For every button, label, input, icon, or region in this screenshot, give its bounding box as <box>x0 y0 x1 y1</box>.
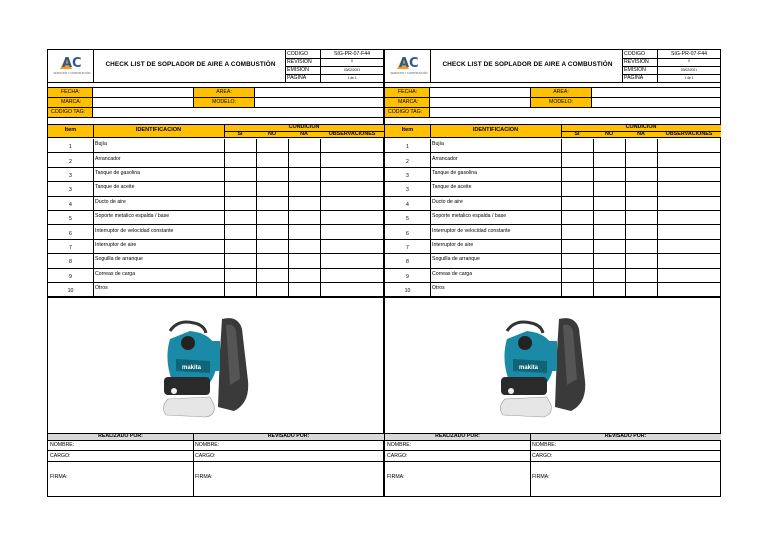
realizado-cargo-label: CARGO: <box>50 453 71 459</box>
company-logo <box>389 54 429 78</box>
svg-text:makita: makita <box>182 365 202 371</box>
row-number: 8 <box>69 259 72 266</box>
table-row <box>48 168 384 182</box>
table-row <box>385 168 721 182</box>
revisado-nombre-label: NOMBRE: <box>532 442 557 448</box>
row-na-cell[interactable] <box>626 169 656 181</box>
table-row <box>385 254 721 268</box>
row-na-cell[interactable] <box>289 241 319 253</box>
row-number: 9 <box>406 273 409 280</box>
row-no-cell[interactable] <box>257 212 287 224</box>
row-si-cell[interactable] <box>562 140 592 152</box>
row-na-cell[interactable] <box>289 212 319 224</box>
row-si-cell[interactable] <box>562 241 592 253</box>
table-row <box>385 240 721 254</box>
area-field[interactable] <box>593 88 720 97</box>
row-na-cell[interactable] <box>626 140 656 152</box>
modelo-field[interactable] <box>593 98 720 107</box>
row-obs-cell[interactable] <box>658 140 720 152</box>
realizado-cargo-label: CARGO: <box>387 453 408 459</box>
row-no-cell[interactable] <box>594 183 624 195</box>
row-na-cell[interactable] <box>289 255 319 267</box>
row-number: 8 <box>406 259 409 266</box>
row-obs-cell[interactable] <box>658 270 720 282</box>
revisado-firma-label: FIRMA: <box>532 474 550 480</box>
condicion-header: CONDICION <box>625 124 657 130</box>
marca-field[interactable] <box>94 98 192 107</box>
row-number: 3 <box>69 172 72 179</box>
table-row <box>48 182 384 196</box>
row-item-name: Tanque de gasolina <box>95 169 140 176</box>
form-title: CHECK LIST DE SOPLADOR DE AIRE A COMBUSTIÓN <box>442 61 613 68</box>
fecha-field[interactable] <box>431 88 529 97</box>
row-number: 9 <box>69 273 72 280</box>
observaciones-header: OBSERVACIONES <box>328 131 376 137</box>
codigo-tag-label: CODIGO TAG: <box>51 109 86 115</box>
row-obs-cell[interactable] <box>658 226 720 238</box>
condicion-header: CONDICION <box>288 124 320 130</box>
revisado-firma-label: FIRMA: <box>195 474 213 480</box>
row-item-name: Bujía <box>95 141 107 148</box>
codigo-label: CODIGO <box>624 51 646 57</box>
row-no-cell[interactable] <box>257 226 287 238</box>
modelo-field[interactable] <box>256 98 383 107</box>
row-obs-cell[interactable] <box>321 241 383 253</box>
row-item-name: Interruptor de aire <box>432 241 474 248</box>
table-row <box>48 283 384 297</box>
row-no-cell[interactable] <box>257 183 287 195</box>
row-item-name: Ducto de aire <box>95 198 126 205</box>
row-na-cell[interactable] <box>626 212 656 224</box>
row-na-cell[interactable] <box>626 255 656 267</box>
table-row <box>48 139 384 153</box>
row-number: 1 <box>69 144 72 151</box>
row-no-cell[interactable] <box>594 270 624 282</box>
row-si-cell[interactable] <box>225 255 255 267</box>
row-number: 1 <box>406 144 409 151</box>
row-si-cell[interactable] <box>225 183 255 195</box>
row-item-name: Otros <box>95 285 108 292</box>
area-label: AREA: <box>216 89 232 95</box>
row-number: 7 <box>406 244 409 251</box>
item-header: Item <box>401 127 414 133</box>
row-na-cell[interactable] <box>626 270 656 282</box>
row-si-cell[interactable] <box>225 241 255 253</box>
row-number: 3 <box>406 187 409 194</box>
row-item-name: Bujía <box>432 141 444 148</box>
realizado-por-label: REALIZADO POR: <box>435 433 480 439</box>
row-si-cell[interactable] <box>225 169 255 181</box>
logo-text: AC <box>399 56 419 71</box>
area-label: AREA: <box>553 89 569 95</box>
row-na-cell[interactable] <box>289 284 319 296</box>
emision-value: 03/02/2021 <box>344 68 360 72</box>
row-si-cell[interactable] <box>562 154 592 166</box>
table-row <box>385 283 721 297</box>
modelo-label: MODELO: <box>549 99 573 105</box>
row-item-name: Interruptor de velocidad constante <box>432 227 511 234</box>
row-item-name: Interruptor de aire <box>95 241 137 248</box>
codigo-label: CODIGO <box>287 51 309 57</box>
row-number: 4 <box>69 201 72 208</box>
codigo-tag-field[interactable] <box>94 108 383 117</box>
row-item-name: Correas de carga <box>95 270 136 277</box>
realizado-firma-label: FIRMA: <box>387 474 405 480</box>
codigo-tag-label: CODIGO TAG: <box>388 109 423 115</box>
row-item-name: Ducto de aire <box>432 198 463 205</box>
revisado-por-label: REVISADO POR: <box>267 433 310 439</box>
row-number: 10 <box>404 288 411 295</box>
row-no-cell[interactable] <box>594 198 624 210</box>
row-si-cell[interactable] <box>225 226 255 238</box>
row-si-cell[interactable] <box>225 270 255 282</box>
row-na-cell[interactable] <box>626 154 656 166</box>
row-si-cell[interactable] <box>562 255 592 267</box>
row-no-cell[interactable] <box>257 154 287 166</box>
row-na-cell[interactable] <box>626 183 656 195</box>
row-obs-cell[interactable] <box>658 183 720 195</box>
revision-value: 0 <box>688 59 690 63</box>
fecha-label: FECHA: <box>398 89 418 95</box>
realizado-firma-label: FIRMA: <box>50 474 68 480</box>
row-number: 10 <box>67 288 74 295</box>
table-row <box>385 225 721 239</box>
row-number: 4 <box>406 201 409 208</box>
row-number: 5 <box>69 216 72 223</box>
row-obs-cell[interactable] <box>321 255 383 267</box>
row-si-cell[interactable] <box>562 284 592 296</box>
marca-label: MARCA: <box>398 99 419 105</box>
row-item-name: Soporte metalico espalda / base <box>432 213 507 220</box>
no-header: NO <box>604 131 614 137</box>
logo-subtext: SERVICIOS Y CONSTRUCCIÓN <box>390 72 428 75</box>
row-na-cell[interactable] <box>626 198 656 210</box>
logo-subtext: SERVICIOS Y CONSTRUCCIÓN <box>53 72 91 75</box>
emision-label: EMISIÓN <box>287 67 309 73</box>
row-obs-cell[interactable] <box>321 212 383 224</box>
row-na-cell[interactable] <box>626 284 656 296</box>
na-header: NA <box>637 131 645 137</box>
codigo-value: SIG-PR-07-F44 <box>333 51 371 57</box>
checklist-sheet-right <box>384 49 721 497</box>
row-number: 6 <box>69 230 72 237</box>
table-row <box>48 254 384 268</box>
revisado-nombre-label: NOMBRE: <box>195 442 220 448</box>
row-no-cell[interactable] <box>257 284 287 296</box>
observaciones-header: OBSERVACIONES <box>665 131 713 137</box>
na-header: NA <box>300 131 308 137</box>
row-obs-cell[interactable] <box>321 140 383 152</box>
row-obs-cell[interactable] <box>321 154 383 166</box>
row-no-cell[interactable] <box>594 226 624 238</box>
table-row <box>385 139 721 153</box>
row-obs-cell[interactable] <box>321 169 383 181</box>
table-row <box>385 182 721 196</box>
row-obs-cell[interactable] <box>658 154 720 166</box>
row-na-cell[interactable] <box>289 226 319 238</box>
row-no-cell[interactable] <box>257 270 287 282</box>
area-field[interactable] <box>256 88 383 97</box>
row-obs-cell[interactable] <box>321 270 383 282</box>
row-no-cell[interactable] <box>594 169 624 181</box>
row-no-cell[interactable] <box>257 140 287 152</box>
row-number: 5 <box>406 216 409 223</box>
row-na-cell[interactable] <box>626 226 656 238</box>
row-si-cell[interactable] <box>562 183 592 195</box>
row-obs-cell[interactable] <box>658 255 720 267</box>
row-si-cell[interactable] <box>562 212 592 224</box>
revisado-cargo-label: CARGO: <box>532 453 553 459</box>
table-row <box>48 153 384 167</box>
row-number: 7 <box>69 244 72 251</box>
logo-text: AC <box>62 56 82 71</box>
row-no-cell[interactable] <box>594 154 624 166</box>
row-no-cell[interactable] <box>257 169 287 181</box>
row-number: 2 <box>69 158 72 165</box>
row-si-cell[interactable] <box>225 198 255 210</box>
codigo-tag-field[interactable] <box>431 108 720 117</box>
row-number: 6 <box>406 230 409 237</box>
pagina-value: 1 de 1 <box>684 76 694 80</box>
row-si-cell[interactable] <box>562 270 592 282</box>
row-si-cell[interactable] <box>562 198 592 210</box>
row-no-cell[interactable] <box>594 212 624 224</box>
emision-label: EMISIÓN <box>624 67 646 73</box>
marca-label: MARCA: <box>61 99 82 105</box>
modelo-label: MODELO: <box>212 99 236 105</box>
row-obs-cell[interactable] <box>321 226 383 238</box>
leaf-blower-photo <box>130 311 270 421</box>
si-header: SI <box>237 131 243 137</box>
row-na-cell[interactable] <box>289 140 319 152</box>
row-obs-cell[interactable] <box>658 284 720 296</box>
row-obs-cell[interactable] <box>321 198 383 210</box>
row-obs-cell[interactable] <box>658 198 720 210</box>
row-na-cell[interactable] <box>289 183 319 195</box>
row-na-cell[interactable] <box>289 270 319 282</box>
identificacion-header: IDENTIFICACION <box>135 127 182 133</box>
table-row <box>48 225 384 239</box>
table-row <box>385 153 721 167</box>
row-item-name: Arrancador <box>432 155 458 162</box>
row-no-cell[interactable] <box>257 198 287 210</box>
fecha-label: FECHA: <box>61 89 81 95</box>
pagina-label: PAGINA <box>287 75 307 81</box>
table-row <box>48 269 384 283</box>
revision-value: 0 <box>351 59 353 63</box>
no-header: NO <box>267 131 277 137</box>
item-header: Item <box>64 127 77 133</box>
table-row <box>385 197 721 211</box>
row-si-cell[interactable] <box>225 154 255 166</box>
pagina-label: PAGINA <box>624 75 644 81</box>
row-na-cell[interactable] <box>289 198 319 210</box>
row-obs-cell[interactable] <box>658 241 720 253</box>
company-logo <box>52 54 92 78</box>
row-item-name: Otros <box>432 285 445 292</box>
row-number: 2 <box>406 158 409 165</box>
identificacion-header: IDENTIFICACION <box>472 127 519 133</box>
table-row <box>48 197 384 211</box>
row-item-name: Arrancador <box>95 155 121 162</box>
realizado-por-label: REALIZADO POR: <box>98 433 143 439</box>
row-item-name: Interruptor de velocidad constante <box>95 227 174 234</box>
row-item-name: Soguilla de arranque <box>95 256 143 263</box>
table-row <box>385 269 721 283</box>
row-na-cell[interactable] <box>289 169 319 181</box>
fecha-field[interactable] <box>94 88 192 97</box>
row-si-cell[interactable] <box>225 212 255 224</box>
revisado-por-label: REVISADO POR: <box>604 433 647 439</box>
row-item-name: Soguilla de arranque <box>432 256 480 263</box>
marca-field[interactable] <box>431 98 529 107</box>
table-row <box>48 240 384 254</box>
row-item-name: Tanque de aceite <box>432 184 472 191</box>
row-item-name: Tanque de gasolina <box>432 169 477 176</box>
row-item-name: Soporte metalico espalda / base <box>95 213 170 220</box>
row-obs-cell[interactable] <box>658 169 720 181</box>
row-number: 3 <box>406 172 409 179</box>
table-row <box>48 211 384 225</box>
row-obs-cell[interactable] <box>658 212 720 224</box>
row-obs-cell[interactable] <box>321 183 383 195</box>
realizado-nombre-label: NOMBRE: <box>387 442 412 448</box>
row-no-cell[interactable] <box>594 241 624 253</box>
row-si-cell[interactable] <box>562 169 592 181</box>
row-item-name: Correas de carga <box>432 270 473 277</box>
row-no-cell[interactable] <box>594 140 624 152</box>
row-si-cell[interactable] <box>225 284 255 296</box>
row-no-cell[interactable] <box>257 241 287 253</box>
row-na-cell[interactable] <box>289 154 319 166</box>
revision-label: REVISION <box>287 59 312 65</box>
row-number: 3 <box>69 187 72 194</box>
revision-label: REVISION <box>624 59 649 65</box>
row-no-cell[interactable] <box>257 255 287 267</box>
realizado-nombre-label: NOMBRE: <box>50 442 75 448</box>
codigo-value: SIG-PR-07-F44 <box>670 51 708 57</box>
form-title: CHECK LIST DE SOPLADOR DE AIRE A COMBUSTIÓN <box>105 61 276 68</box>
row-no-cell[interactable] <box>594 284 624 296</box>
row-na-cell[interactable] <box>626 241 656 253</box>
si-header: SI <box>574 131 580 137</box>
row-si-cell[interactable] <box>562 226 592 238</box>
leaf-blower-photo <box>467 311 607 421</box>
row-item-name: Tanque de aceite <box>95 184 135 191</box>
row-obs-cell[interactable] <box>321 284 383 296</box>
row-si-cell[interactable] <box>225 140 255 152</box>
revisado-cargo-label: CARGO: <box>195 453 216 459</box>
row-no-cell[interactable] <box>594 255 624 267</box>
pagina-value: 1 de 1 <box>347 76 357 80</box>
svg-text:makita: makita <box>519 365 539 371</box>
table-row <box>385 211 721 225</box>
checklist-sheet-left <box>47 49 384 497</box>
emision-value: 03/02/2021 <box>681 68 697 72</box>
